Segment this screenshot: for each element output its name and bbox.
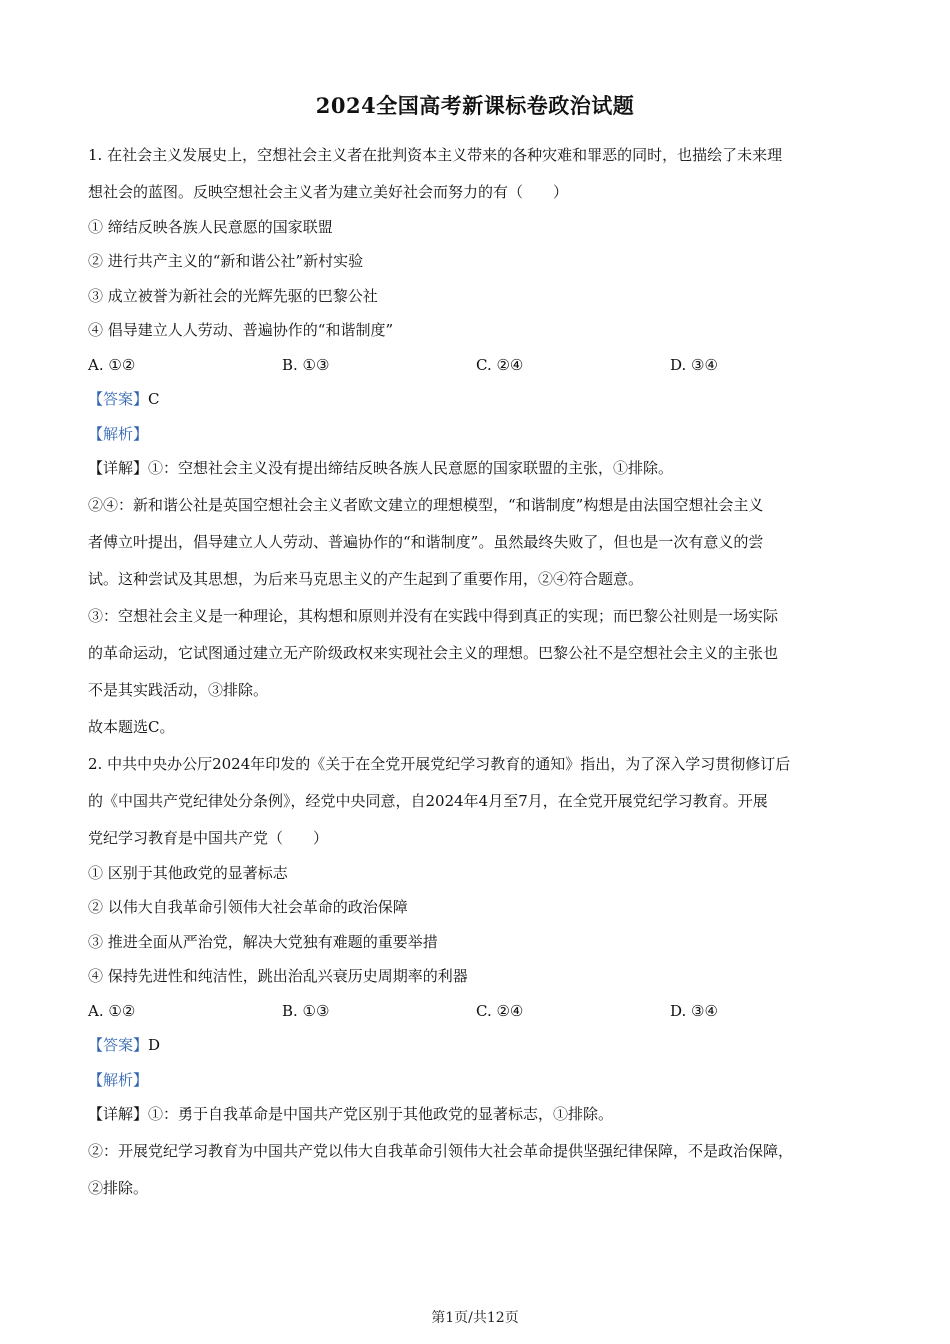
detail-text-line: 试。这种尝试及其思想，为后来马克思主义的产生起到了重要作用，②④符合题意。 — [88, 570, 644, 588]
document-body — [88, 141, 864, 1211]
option-b: B. ①③ — [282, 355, 330, 374]
statement-item: ② 以伟大自我革命引领伟大社会革命的政治保障 — [88, 898, 408, 916]
detail-text-line: ③：空想社会主义是一种理论，其构想和原则并没有在实践中得到真正的实现；而巴黎公社则是一场实际 — [88, 607, 779, 625]
analysis-tag: 【解析】 — [88, 424, 149, 443]
answer-options — [88, 997, 864, 1032]
detail-tag: 【详解】 — [88, 459, 149, 477]
option-c: C. ②④ — [476, 355, 524, 374]
statement-item: ④ 保持先进性和纯洁性，跳出治乱兴衰历史周期率的利器 — [88, 967, 468, 985]
question-stem-line: 2. 中共中央办公厅2024年印发的《关于在全党开展党纪学习教育的通知》指出，为了深入学习贯彻修订后 — [88, 755, 791, 773]
answer-value: D — [148, 1036, 161, 1054]
question-stem-line: 的《中国共产党纪律处分条例》，经党中央同意，自2024年4月至7月，在全党开展党纪学习教育。开展 — [88, 792, 768, 810]
question-2 — [88, 750, 864, 1211]
statement-item: ④ 倡导建立人人劳动、普遍协作的“和谐制度” — [88, 321, 394, 339]
question-stem-line: 想社会的蓝图。反映空想社会主义者为建立美好社会而努力的有（ ） — [88, 183, 569, 201]
statement-item: ① 缔结反映各族人民意愿的国家联盟 — [88, 217, 333, 236]
question-stem-line: 1. 在社会主义发展史上，空想社会主义者在批判资本主义带来的各种灾难和罪恶的同时，也描绘了未来理 — [88, 146, 783, 164]
question-1 — [88, 141, 864, 750]
analysis-line — [88, 1066, 864, 1101]
answer-value: C — [148, 390, 160, 408]
analysis-line — [88, 420, 864, 455]
detail-tag: 【详解】 — [88, 1105, 149, 1123]
option-b: B. ①③ — [282, 1001, 330, 1020]
option-a: A. ①② — [88, 1001, 136, 1020]
detail-text-line: ②④：新和谐公社是英国空想社会主义者欧文建立的理想模型，“和谐制度”构想是由法国空想社会主义 — [88, 496, 764, 514]
page-title: 2024全国高考新课标卷政治试题 — [315, 93, 635, 118]
detail-text-line: ②排除。 — [88, 1179, 149, 1197]
detail-line — [88, 1100, 864, 1137]
detail-text-line: ②：开展党纪学习教育为中国共产党以伟大自我革命引领伟大社会革命提供坚强纪律保障，不是政治保障， — [88, 1142, 794, 1160]
answer-line — [88, 385, 864, 420]
option-c: C. ②④ — [476, 1001, 524, 1020]
statement-item: ③ 成立被誉为新社会的光辉先驱的巴黎公社 — [88, 286, 378, 305]
detail-text-line: 不是其实践活动，③排除。 — [88, 681, 269, 699]
answer-options — [88, 351, 864, 386]
detail-text-line: 者傅立叶提出，倡导建立人人劳动、普遍协作的“和谐制度”。虽然最终失败了，但也是一次有意义的尝 — [88, 533, 764, 551]
answer-tag: 【答案】 — [88, 390, 149, 408]
answer-line — [88, 1031, 864, 1066]
statement-item: ③ 推进全面从严治党，解决大党独有难题的重要举措 — [88, 932, 438, 951]
detail-line — [88, 454, 864, 491]
detail-text: ①：空想社会主义没有提出缔结反映各族人民意愿的国家联盟的主张，①排除。 — [148, 459, 674, 477]
page-footer: 第1页/共12页 — [431, 1310, 519, 1326]
detail-text: ①：勇于自我革命是中国共产党区别于其他政党的显著标志，①排除。 — [148, 1105, 614, 1123]
option-d: D. ③④ — [670, 1001, 718, 1020]
option-a: A. ①② — [88, 355, 136, 374]
statement-item: ② 进行共产主义的“新和谐公社”新村实验 — [88, 252, 364, 270]
analysis-tag: 【解析】 — [88, 1070, 149, 1089]
conclusion-line: 故本题选C。 — [88, 718, 175, 736]
detail-text-line: 的革命运动，它试图通过建立无产阶级政权来实现社会主义的理想。巴黎公社不是空想社会主义的主张也 — [88, 644, 779, 662]
answer-tag: 【答案】 — [88, 1036, 149, 1054]
option-d: D. ③④ — [670, 355, 718, 374]
question-stem-line: 党纪学习教育是中国共产党（ ） — [88, 829, 329, 847]
statement-item: ① 区别于其他政党的显著标志 — [88, 863, 288, 882]
